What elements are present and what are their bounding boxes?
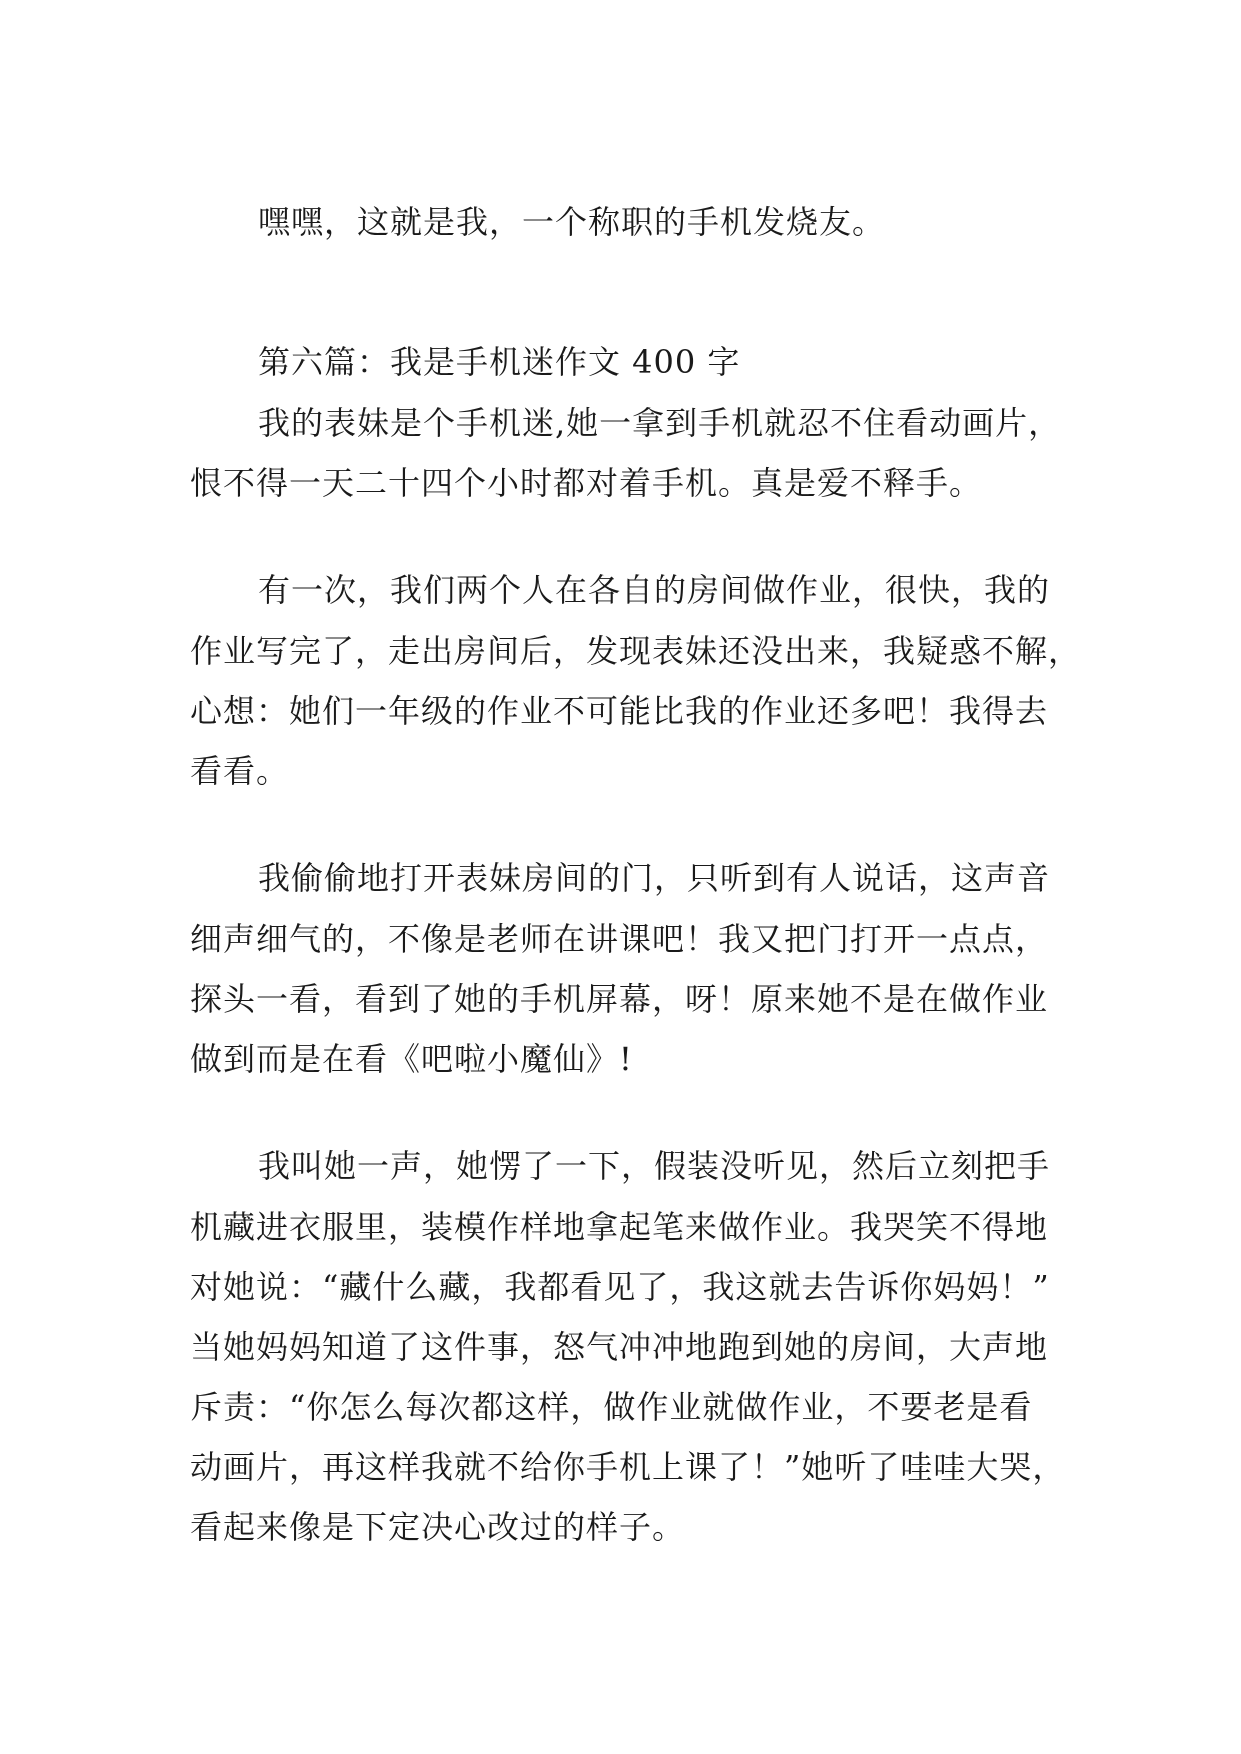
text-line: 我的表妹是个手机迷,她一拿到手机就忍不住看动画片， bbox=[258, 404, 1062, 442]
text-line: 看起来像是下定决心改过的样子。 bbox=[190, 1508, 686, 1546]
text-line: 做到而是在看《吧啦小魔仙》! bbox=[190, 1040, 633, 1078]
text-line: 对她说：“藏什么藏，我都看见了，我这就去告诉你妈妈！” bbox=[190, 1268, 1050, 1306]
text-line: 有一次，我们两个人在各自的房间做作业，很快，我的 bbox=[258, 571, 1051, 609]
text-line: 探头一看，看到了她的手机屏幕，呀！原来她不是在做作业 bbox=[190, 980, 1049, 1018]
text-line: 斥责：“你怎么每次都这样，做作业就做作业，不要老是看 bbox=[190, 1388, 1033, 1426]
text-line: 细声细气的，不像是老师在讲课吧！我又把门打开一点点， bbox=[190, 920, 1049, 958]
section-heading: 第六篇：我是手机迷作文 400 字 bbox=[258, 343, 741, 381]
text-line: 心想：她们一年级的作业不可能比我的作业还多吧！我得去 bbox=[190, 692, 1049, 730]
text-line: 看看。 bbox=[190, 752, 290, 790]
text-line: 动画片，再这样我就不给你手机上课了！”她听了哇哇大哭， bbox=[190, 1448, 1066, 1486]
text-line: 恨不得一天二十四个小时都对着手机。真是爱不释手。 bbox=[190, 464, 983, 502]
text-line: 我叫她一声，她愣了一下，假装没听见，然后立刻把手 bbox=[258, 1147, 1051, 1185]
text-line: 嘿嘿，这就是我，一个称职的手机发烧友。 bbox=[258, 203, 886, 241]
text-line: 我偷偷地打开表妹房间的门，只听到有人说话，这声音 bbox=[258, 859, 1051, 897]
text-line: 机藏进衣服里，装模作样地拿起笔来做作业。我哭笑不得地 bbox=[190, 1208, 1049, 1246]
text-line: 作业写完了，走出房间后，发现表妹还没出来，我疑惑不解， bbox=[190, 632, 1082, 670]
text-line: 当她妈妈知道了这件事，怒气冲冲地跑到她的房间，大声地 bbox=[190, 1328, 1049, 1366]
